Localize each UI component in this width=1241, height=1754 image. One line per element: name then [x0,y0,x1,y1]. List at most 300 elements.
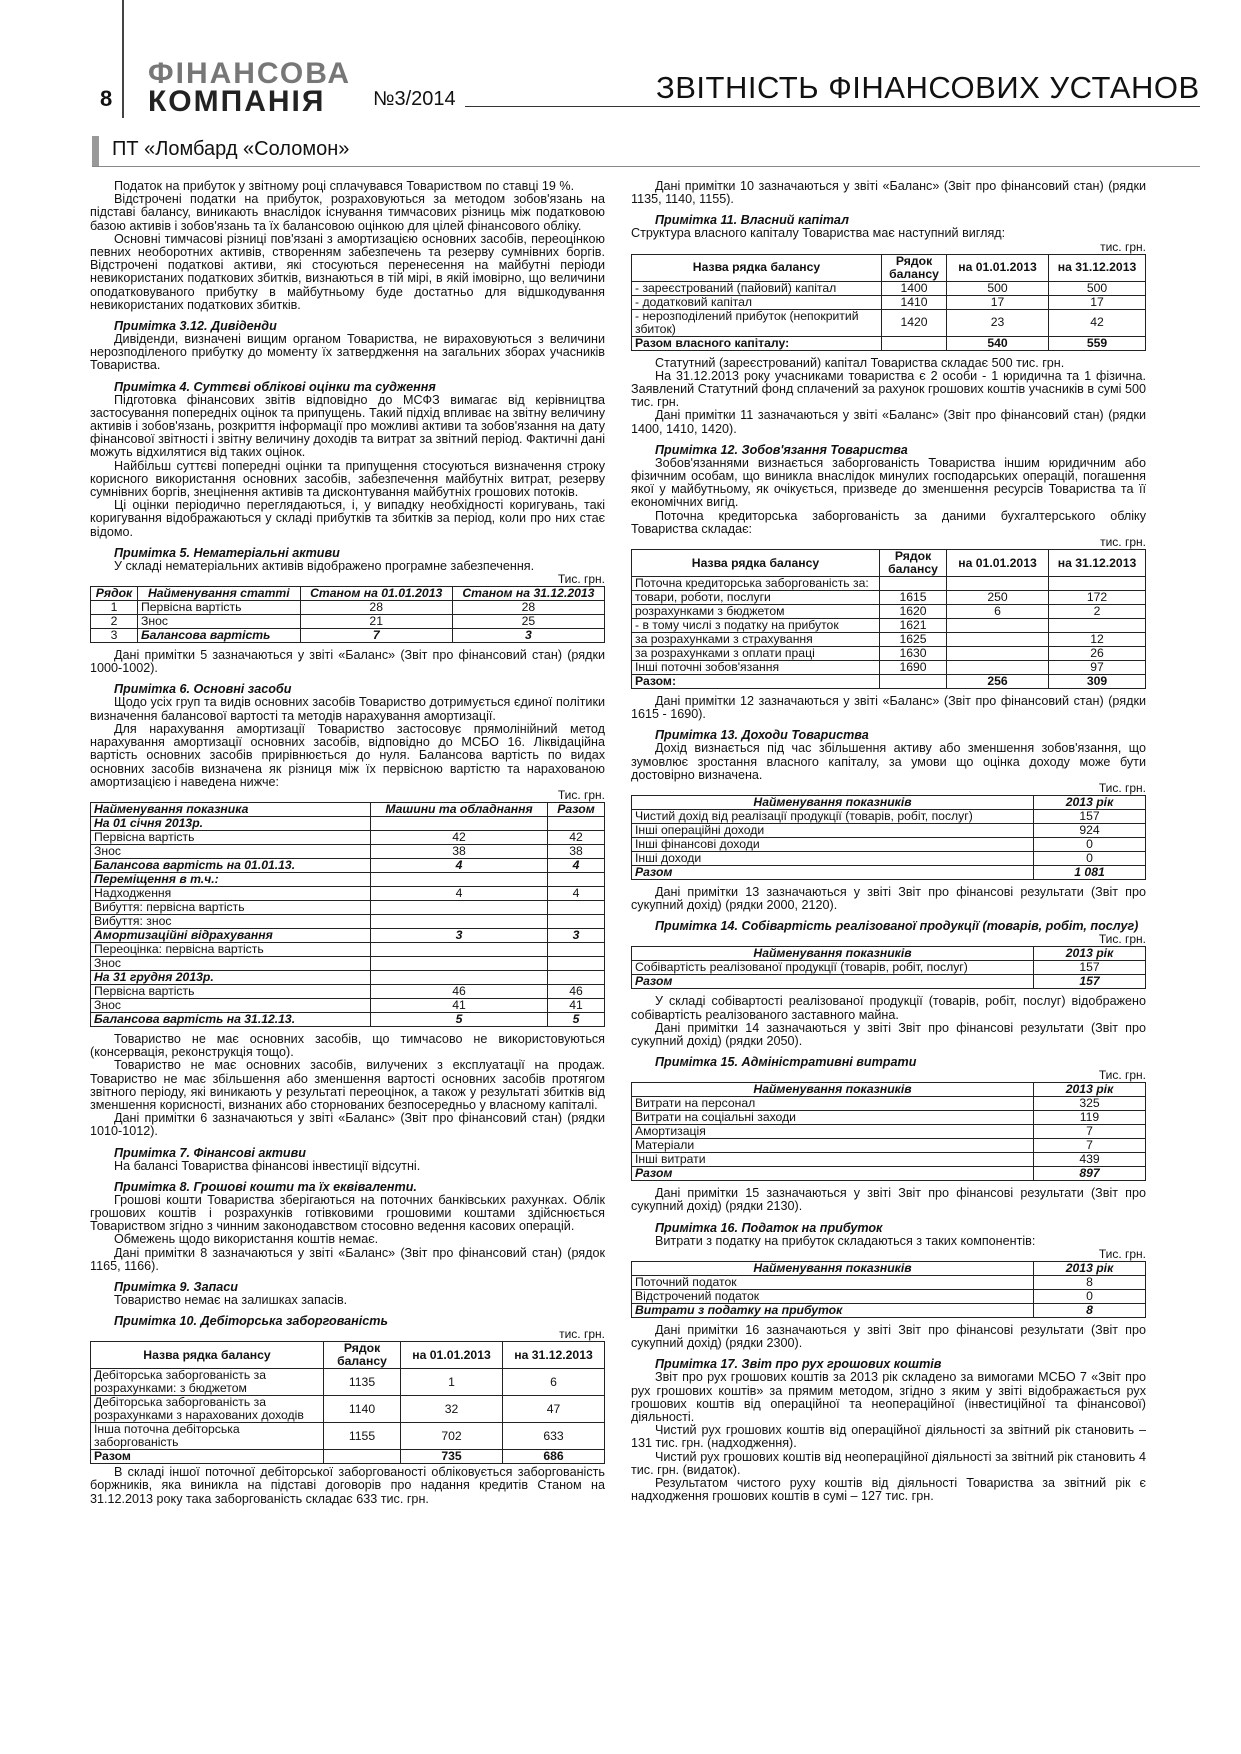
cell: 42 [548,830,605,844]
table-row [632,824,1146,838]
cell: Разом [91,1450,324,1464]
paragraph: Зобов'язаннями визнається заборгованість Товариства іншим юридичним або фізичним особам, що виникла внаслідок минулих господарських операцій, погашення якої у майбутньому, як очікується, призведе до зменшення ресурсів Товариства та її економічних вигід. [631,455,1146,510]
note-heading: Примітка 7. Фінансові активи [114,1145,306,1160]
cell: Разом [632,1167,1034,1181]
paragraph: В складі іншої поточної дебіторської заборгованості обліковується заборгованість боржників, яка виникла на підставі договорів про надання кредитів Станом на 31.12.2013 року така заборгованість складає 633 тис. грн. [90,1465,605,1506]
paragraph: Дані примітки 10 зазначаються у звіті «Баланс» (Звіт про фінансовий стан) (рядки 1135, 1140, 1155). [631,179,1146,207]
paragraph: Ці оцінки періодично переглядаються, і, у випадку необхідності коригувань, такі коригування відображаються у складі прибутків та збитків за період, коли про них стає відомо. [90,498,605,539]
table-row [91,886,605,900]
table-header: на 31.12.2013 [1049,254,1146,281]
note-heading: Примітка 9. Запаси [114,1279,238,1294]
paragraph: Дані примітки 6 зазначаються у звіті «Баланс» (Звіт про фінансовий стан) (рядки 1010-1012). [90,1111,605,1139]
cell: Переміщення в т.ч.: [91,872,371,886]
table-row [632,675,1146,689]
paragraph: Витрати з податку на прибуток складаються з таких компонентів: [655,1233,1036,1248]
header-divider [122,0,124,118]
unit-label: тис. грн. [559,1327,605,1342]
table-header: Найменування показників [632,796,1034,810]
cell: На 01 січня 2013р. [91,816,371,830]
table-row [91,900,605,914]
cell: Первісна вартість [91,984,371,998]
cell: Витрати на соціальні заходи [632,1111,1034,1125]
table-header: 2013 рік [1034,1083,1146,1097]
note-heading: Примітка 5. Нематеріальні активи [114,545,340,560]
cell: Відстрочений податок [632,1289,1034,1303]
cell [548,942,605,956]
cell: 1615 [880,591,947,605]
cell: 924 [1034,824,1146,838]
table-header: Рядок балансу [324,1342,401,1369]
cell: Разом: [632,675,880,689]
note-heading: Примітка 8. Грошові кошти та їх еквіваленти. [114,1179,417,1194]
cell: Вибуття: знос [91,914,371,928]
cell: Знос [91,844,371,858]
table-header: Найменування показників [632,1083,1034,1097]
table-header: 2013 рік [1034,796,1146,810]
paragraph: У складі нематеріальних активів відображено програмне забезпечення. [114,558,535,573]
paragraph: Дані примітки 14 зазначаються у звіті Звіт про фінансові результати (Звіт про сукупний дохід) (рядки 2050). [631,1020,1146,1049]
table-row [632,1097,1146,1111]
table-header: на 01.01.2013 [401,1342,503,1369]
issue-number: №3/2014 [373,88,456,110]
table-row [632,1153,1146,1167]
cell: 21 [300,615,452,629]
cell: Знос [91,998,371,1012]
cell: 0 [1034,1289,1146,1303]
unit-label: Тис. грн. [557,572,605,587]
cost-of-sales-table [631,946,1146,989]
cell: Інші витрати [632,1153,1034,1167]
paragraph: Відстрочені податки на прибуток, розраховуються за методом зобов'язань на підставі балансу, виникають внаслідок існування тимчасових різниць між податковою базою активів і зобов'язань та їх балансовою оцінкою для цілей фінансового обліку. [90,192,605,233]
cell [371,900,548,914]
cell [548,956,605,970]
paragraph: Дані примітки 11 зазначаються у звіті «Баланс» (Звіт про фінансовий стан) (рядки 1400, 1410, 1420). [631,408,1146,436]
cell: Поточна кредиторська заборгованість за: [632,577,880,591]
cell: Переоцінка: первісна вартість [91,942,371,956]
cell: 1620 [880,605,947,619]
cell: 172 [1049,591,1146,605]
table-header: на 31.12.2013 [503,1342,605,1369]
note-heading: Примітка 4. Суттєві облікові оцінки та судження [114,379,436,394]
cell: 559 [1049,336,1146,350]
cell [548,900,605,914]
cell: Інші операційні доходи [632,824,1034,838]
cell: 3 [548,928,605,942]
cell: 540 [947,336,1049,350]
cell: 32 [401,1396,503,1423]
paragraph: Для нарахування амортизації Товариство застосовує прямолінійний метод нарахування амортизації основних засобів, відповідно до МСБО 16. Ліквідаційна вартість основних засобів прирівнюється до нуля. Балансова вартість по видах основних засобів визначена як різниця між їх первісною вартістю та нарахованою амортизацією і наведена нижче: [90,721,605,789]
cell [880,577,947,591]
logo-line-2: КОМПАНІЯ [148,85,326,118]
table-row [91,1369,605,1396]
cell: 1 [401,1369,503,1396]
table-row [632,661,1146,675]
cell: Собівартість реалізованої продукції (товарів, робіт, послуг) [632,961,1034,975]
table-row [632,838,1146,852]
table-row [632,961,1146,975]
cell: 157 [1034,975,1146,989]
cell: 0 [1034,852,1146,866]
table-row [91,956,605,970]
cell [880,675,947,689]
unit-label: тис. грн. [1100,239,1146,254]
note-heading: Примітка 17. Звіт про рух грошових коштів [655,1357,942,1372]
cell: 38 [548,844,605,858]
cell: Інші фінансові доходи [632,838,1034,852]
note-heading: Примітка 12. Зобов'язання Товариства [655,442,908,457]
cell: Чистий дохід від реалізації продукції (товарів, робіт, послуг) [632,810,1034,824]
fixed-assets-table [90,802,605,1027]
table-row [632,281,1146,295]
cell: 6 [503,1369,605,1396]
cell: Дебіторська заборгованість за розрахунками: з бюджетом [91,1369,324,1396]
paragraph: Найбільш суттєві попередні оцінки та припущення стосуються визначення строку корисного використання основних засобів, забезпечення майбутніх витрат, резерву сумнівних боргів, знецінення активів та дисконтування майбутніх грошових потоків. [90,458,605,500]
table-row [632,577,1146,591]
table-header: Найменування показників [632,1261,1034,1275]
cell: - додатковий капітал [632,295,882,309]
page-header [0,0,1241,150]
paragraph: Товариство не має основних засобів, вилучених з експлуатації на продаж. Товариство не має збільшення або зменшення вартості основних засобів протягом звітного періоду, які виникають у результаті переоцінок, а також у результаті збитків від зменшення корисності, визнаних або сторнованих безпосередньо у власному капіталі. [90,1058,605,1112]
cell [371,970,548,984]
cell: 1 081 [1034,866,1146,880]
cell [324,1450,401,1464]
cell: 2 [1049,605,1146,619]
income-table [631,795,1146,880]
cell: Вибуття: первісна вартість [91,900,371,914]
cell [1049,619,1146,633]
paragraph: У складі собівартості реалізованої продукції (товарів, робіт, послуг) відображено собівартість реалізованого заставного майна. [631,994,1146,1022]
cell: Дебіторська заборгованість за розрахунками з нарахованих доходів [91,1396,324,1423]
note-heading: Примітка 11. Власний капітал [655,213,849,228]
paragraph: Дані примітки 15 зазначаються у звіті Звіт про фінансові результати (Звіт про сукупний дохід) (рядки 2130). [631,1186,1146,1214]
cell: 25 [452,615,604,629]
table-row [91,1012,605,1026]
cell: 500 [1049,281,1146,295]
cell [548,816,605,830]
paragraph: Звіт про рух грошових коштів за 2013 рік складено за вимогами МСБО 7 «Звіт про рух грошових коштів» за прямим методом, згідно з яким у звіті відображається рух грошових коштів від операційної та неопераційної (інвестиційної та фінансової) діяльності. [631,1370,1146,1424]
cell: 7 [1034,1125,1146,1139]
cell: 1690 [880,661,947,675]
cell [947,661,1049,675]
table-row [91,1423,605,1450]
company-bar [92,136,1200,167]
paragraph: Дохід визнається під час збільшення активу або зменшення зобов'язання, що зумовлює зростання власного капіталу, за умови що оцінка доходу може бути достовірно визначена. [631,741,1146,782]
cell: Первісна вартість [138,601,301,615]
cell [1049,577,1146,591]
cell: Поточний податок [632,1275,1034,1289]
note-heading: Примітка 3.12. Дивіденди [114,319,277,334]
cell: 702 [401,1423,503,1450]
cell [548,872,605,886]
table-row [91,872,605,886]
cell: 1140 [324,1396,401,1423]
paragraph: Чистий рух грошових коштів від операційної діяльності за звітний рік становить – 131 тис. грн. (надходження). [631,1423,1146,1451]
cell: Інша поточна дебіторська заборгованість [91,1423,324,1450]
table-row [632,866,1146,880]
cell: 119 [1034,1111,1146,1125]
table-row [632,1125,1146,1139]
table-row [632,852,1146,866]
unit-label: Тис. грн. [1098,781,1146,796]
table-header: Рядок балансу [882,254,947,281]
table-row [91,816,605,830]
cell: 8 [1034,1275,1146,1289]
intangible-assets-table [90,586,605,643]
cell: 97 [1049,661,1146,675]
cell: 3 [91,629,138,643]
table-header: на 01.01.2013 [947,254,1049,281]
table-header: 2013 рік [1034,947,1146,961]
cell: 439 [1034,1153,1146,1167]
cell: 500 [947,281,1049,295]
cell: Балансова вартість на 01.01.13. [91,858,371,872]
paragraph: Дані примітки 16 зазначаються у звіті Звіт про фінансові результати (Звіт про сукупний дохід) (рядки 2300). [631,1322,1146,1351]
table-row [632,605,1146,619]
note-heading: Примітка 10. Дебіторська заборгованість [114,1314,388,1329]
header-rule [465,106,1200,107]
table-row [632,810,1146,824]
cell: 41 [548,998,605,1012]
cell: Знос [138,615,301,629]
cell: Балансова вартість на 31.12.13. [91,1012,371,1026]
company-bar-marker [92,136,99,166]
admin-expenses-table [631,1082,1146,1181]
cell: Матеріали [632,1139,1034,1153]
table-header: на 01.01.2013 [947,550,1049,577]
cell: 325 [1034,1097,1146,1111]
cell: 42 [1049,309,1146,336]
unit-label: Тис. грн. [1098,1068,1146,1083]
cell: 1410 [882,295,947,309]
cell: 250 [947,591,1049,605]
cell: 46 [548,984,605,998]
table-header: на 31.12.2013 [1049,550,1146,577]
table-row [91,928,605,942]
paragraph: Дивіденди, визначені вищим органом Товариства, не вираховуються з величини нерозподіленого прибутку до моменту їх затвердження на загальних зборах учасників Товариства. [90,332,605,373]
cell [371,956,548,970]
table-row [632,1303,1146,1317]
payables-table [631,549,1146,689]
paragraph: Обмежень щодо використання коштів немає. [114,1232,379,1247]
table-row [91,830,605,844]
cell: 5 [548,1012,605,1026]
table-header: Рядок [91,587,138,601]
table-row [91,1450,605,1464]
company-name: ПТ «Ломбард «Соломон» [112,138,350,160]
paragraph: Поточна кредиторська заборгованість за даними бухгалтерського обліку Товариства складає: [631,508,1146,536]
section-title: ЗВІТНІСТЬ ФІНАНСОВИХ УСТАНОВ [656,70,1200,105]
table-row [91,858,605,872]
table-row [91,942,605,956]
table-row [632,619,1146,633]
cell: 47 [503,1396,605,1423]
cell [548,970,605,984]
table-row [91,844,605,858]
cell: 23 [947,309,1049,336]
cell: 897 [1034,1167,1146,1181]
table-row [632,295,1146,309]
paragraph: Результатом чистого руху коштів від діяльності Товариства за звітний рік є надходження грошових коштів в сумі – 127 тис. грн. [631,1475,1146,1504]
cell: 8 [1034,1303,1146,1317]
magazine-logo [148,57,352,118]
cell: за розрахунками з оплати праці [632,647,880,661]
cell: 38 [371,844,548,858]
table-header: Найменування показників [632,947,1034,961]
table-row [91,601,605,615]
table-header: Найменування статті [138,587,301,601]
table-header: Назва рядка балансу [632,550,880,577]
cell: 735 [401,1450,503,1464]
cell: 1621 [880,619,947,633]
paragraph: Підготовка фінансових звітів відповідно до МСФЗ вимагає від керівництва застосування попередніх оцінок та припущень. Такий підхід впливає на звітну величину активів і зобов'язань, розкриття інформації про можливі активи та зобов'язання на дату фінансової звітності і звітну величину доходів та витрат за звітний період. Фактичні дані можуть відхилятися від таких оцінок. [90,392,605,460]
table-row [632,309,1146,336]
cell: Інші доходи [632,852,1034,866]
table-row [632,1167,1146,1181]
table-header: Найменування показника [91,802,371,816]
paragraph: Чистий рух грошових коштів від неопераційної діяльності за звітний рік становить 4 тис. грн. (видаток). [631,1449,1146,1477]
table-row [91,615,605,629]
paragraph: Дані примітки 5 зазначаються у звіті «Баланс» (Звіт про фінансовий стан) (рядки 1000-1002). [90,648,605,676]
cell: - в тому числі з податку на прибуток [632,619,880,633]
cell: - нерозподілений прибуток (непокритий збиток) [632,309,882,336]
table-header: Рядок балансу [880,550,947,577]
cell [882,336,947,350]
cell: Витрати з податку на прибуток [632,1303,1034,1317]
table-row [632,1289,1146,1303]
logo-line-1: ФІНАНСОВА [148,57,352,90]
table-header: Разом [548,802,605,816]
note-heading: Примітка 14. Собівартість реалізованої продукції (товарів, робіт, послуг) [655,919,1139,934]
cell [947,577,1049,591]
cell [947,633,1049,647]
table-row [91,629,605,643]
cell [371,914,548,928]
cell: 26 [1049,647,1146,661]
cell: 3 [452,629,604,643]
cell: Балансова вартість [138,629,301,643]
cell [548,914,605,928]
paragraph: Статутний (зареєстрований) капітал Товариства складає 500 тис. грн. [655,355,1065,370]
table-row [632,1275,1146,1289]
cell: Разом [632,866,1034,880]
cell: 7 [300,629,452,643]
unit-label: тис. грн. [1100,535,1146,550]
cell: товари, роботи, послуги [632,591,880,605]
cell: - зареєстрований (пайовий) капітал [632,281,882,295]
note-heading: Примітка 13. Доходи Товариства [655,728,869,743]
table-row [91,998,605,1012]
receivables-table [90,1341,605,1464]
cell: 633 [503,1423,605,1450]
cell: Амортизаційні відрахування [91,928,371,942]
table-header: Назва рядка балансу [632,254,882,281]
cell: Витрати на персонал [632,1097,1034,1111]
cell: 309 [1049,675,1146,689]
cell: 4 [371,886,548,900]
table-row [632,975,1146,989]
paragraph: Податок на прибуток у звітному році сплачувався Товариством по ставці 19 %. [114,179,575,193]
paragraph: Дані примітки 12 зазначаються у звіті «Баланс» (Звіт про фінансовий стан) (рядки 1615 - 1690). [631,694,1146,722]
cell: 1400 [882,281,947,295]
unit-label: Тис. грн. [557,787,605,802]
note-heading: Примітка 15. Адміністративні витрати [655,1055,917,1070]
cell [371,872,548,886]
cell: 46 [371,984,548,998]
table-row [91,914,605,928]
cell: 1625 [880,633,947,647]
paragraph: На балансі Товариства фінансові інвестиції відсутні. [114,1158,421,1173]
cell: 0 [1034,838,1146,852]
paragraph: Структура власного капіталу Товариства має наступний вигляд: [631,226,1006,241]
cell: розрахунками з бюджетом [632,605,880,619]
paragraph: Грошові кошти Товариства зберігаються на поточних банківських рахунках. Облік грошових коштів і розрахунків готівковими грошовими коштами здійснюється Товариством згідно з чинним законодавством стосовно ведення касових операцій. [90,1192,605,1234]
cell: 4 [548,886,605,900]
table-header: Станом на 01.01.2013 [300,587,452,601]
cell: 1155 [324,1423,401,1450]
table-header: Станом на 31.12.2013 [452,587,604,601]
cell: 1420 [882,309,947,336]
paragraph: Товариство немає на залишках запасів. [114,1292,348,1307]
cell: Інші поточні зобов'язання [632,661,880,675]
cell: 686 [503,1450,605,1464]
cell: 42 [371,830,548,844]
cell: 157 [1034,961,1146,975]
cell: за розрахунками з страхування [632,633,880,647]
cell: 28 [300,601,452,615]
paragraph: Товариство не має основних засобів, що тимчасово не використовуються (консервація, реконструкція тощо). [90,1031,605,1060]
cell: 1 [91,601,138,615]
cell: 1630 [880,647,947,661]
cell: Знос [91,956,371,970]
cell: 2 [91,615,138,629]
paragraph: На 31.12.2013 року учасниками товариства є 2 особи - 1 юридична та 1 фізична. Заявлений Статутний фонд сплачений за рахунок грошових коштів учасників в сумі 500 тис. грн. [631,368,1146,410]
table-row [632,1139,1146,1153]
cell: 4 [371,858,548,872]
cell: 28 [452,601,604,615]
cell [371,816,548,830]
table-row [632,633,1146,647]
paragraph: Дані примітки 8 зазначаються у звіті «Баланс» (Звіт про фінансовий стан) (рядок 1165, 1166). [90,1245,605,1273]
table-row [91,1396,605,1423]
paragraph: Основні тимчасові різниці пов'язані з амортизацією основних засобів, переоцінкою певних необоротних активів, створенням забезпечень та резерву сумнівних боргів. Відстрочені податкові активи, які стосуються перенесення на майбутні періоди невикористаних податкових збитків, визнаються в тій мірі, в якій імовірно, що величини оподатковуваного прибутку в майбутньому буде достатньо для відшкодування невикористаних податкових збитків. [90,231,605,312]
cell [371,942,548,956]
page-number: 8 [100,86,113,111]
note-heading: Примітка 6. Основні засоби [114,682,292,697]
unit-label: Тис. грн. [1098,932,1146,947]
cell: 1135 [324,1369,401,1396]
table-row [632,1111,1146,1125]
cell: 41 [371,998,548,1012]
left-column [90,180,605,1506]
cell: 3 [371,928,548,942]
cell: Первісна вартість [91,830,371,844]
unit-label: Тис. грн. [1098,1246,1146,1261]
cell: 7 [1034,1139,1146,1153]
note-heading: Примітка 16. Податок на прибуток [655,1220,883,1235]
paragraph: Дані примітки 13 зазначаються у звіті Звіт про фінансові результати (Звіт про сукупний дохід) (рядки 2000, 2120). [631,885,1146,913]
table-row [91,970,605,984]
cell: 5 [371,1012,548,1026]
cell: 17 [1049,295,1146,309]
cell: Амортизація [632,1125,1034,1139]
cell: 256 [947,675,1049,689]
cell: Разом [632,975,1034,989]
cell: 157 [1034,810,1146,824]
cell: На 31 грудня 2013р. [91,970,371,984]
equity-table [631,254,1146,351]
cell: Надходження [91,886,371,900]
cell: Разом власного капіталу: [632,336,882,350]
